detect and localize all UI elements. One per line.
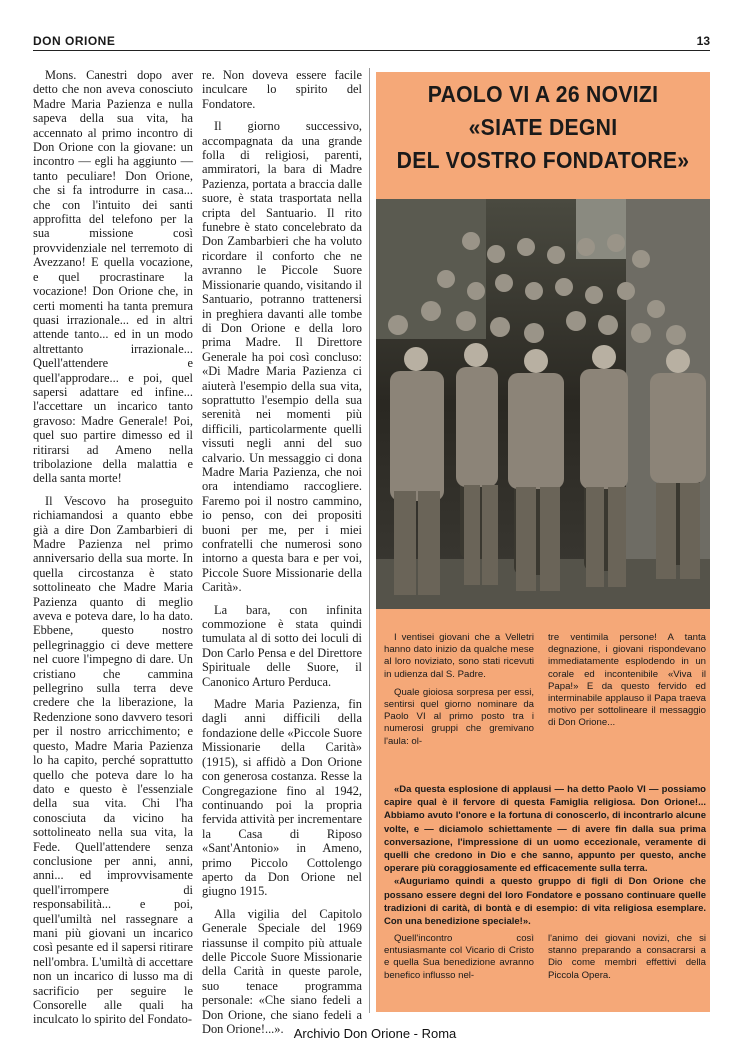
paragraph: l'animo dei giovani novizi, che si stanno preparando a consacrarsi a Dio come membri effettivi della Piccola Opera. bbox=[548, 933, 706, 981]
quote-paragraph: «Da questa esplosione di applausi — ha detto Paolo VI — possiamo capire qual è il fervore di questa Famiglia religiosa. Don Orione!... Abbiamo avuto l'onore e la fortuna di conoscerlo, di incontrarlo alcune volte, e — diciamolo schiettamente — di avere fin dalla sua prima conversazione, l'impressione di un uomo eccezionale, veramente di quelli che credono in Dio e che sanno, appunto per questo, anche operare più coraggiosamente ed efficacemente sulla terra. bbox=[384, 784, 706, 875]
column-divider bbox=[369, 68, 370, 1013]
pope-quote bbox=[384, 783, 706, 928]
group-photo-image bbox=[376, 199, 710, 609]
paragraph: tre ventimila persone! A tanta degnazione, i giovani rispondevano immediatamente esplodendo in un corale ed incontenibile «Viva il Papa!» E da questo fervido ed interminabile applauso il Papa traeva motivo per sottolineare il messaggio di Don Orione... bbox=[548, 632, 706, 729]
paragraph: Mons. Canestri dopo aver detto che non aveva conosciuto Madre Maria Pazienza e nulla sapeva della sua vita, ha accennato al primo incontro di Don Orione con la giovane: un incontro — egli ha aggiunto — tanto peculiare! Don Orione, che si fa introdurre in casa... che con l'intuito dei santi approfitta del telefono per la sua missione così provvidenziale nel terremoto di Avezzano! E quella vocazione, e quel procrastinare la vocazione! Don Orione che, in certi momenti ha tanta premura quasi irrazionale... ed in altri attende tanto... ed in un modo altrettanto irrazionale... Quell'attendere e quell'approdare... e poi, quel sapersi adattare ed infine... l'accettare un incarico tanto gravoso: Madre Generale! Poi, quel suo partire dimesso ed il ritirarsi ad Ameno nella tribolazione della malattia e della santa morte! bbox=[33, 68, 193, 486]
title-line-2: «SIATE DEGNI bbox=[468, 114, 618, 140]
closing-text-right bbox=[548, 933, 706, 982]
text-column-2 bbox=[202, 68, 362, 1044]
title-line-1: PAOLO VI A 26 NOVIZI bbox=[427, 81, 659, 107]
paragraph: Madre Maria Pazienza, fin dagli anni difficili della fondazione delle «Piccole Suore Missionarie della Carità» (1915), si affidò a Don Orione con generosa costanza. Resse la Congregazione fino al 1942, continuando poi la propria fervida attività per incrementare la Casa di Riposo «Sant'Antonio» in Ameno, primo Piccolo Cottolengo aperto da Don Orione nel giugno 1915. bbox=[202, 697, 362, 899]
closing-text-left bbox=[384, 933, 534, 982]
paragraph: Il Vescovo ha proseguito richiamandosi a quanto ebbe già a dire Don Zambarbieri di Madre Pazienza nel primo anniversario della sua morte. In quella circostanza è stato sottolineato che Madre Maria Pazienza quanto di meglio aveva e poteva dare, lo ha dato. Ebbene, questo nostro pellegrinaggio ci deve mettere nel cuore l'impegno di dare. Un cristiano che cammina pellegrino sulla terra deve credere che la liberazione, la Redenzione sono davvero tesori per il nostro arricchimento; e questo, Madre Maria Pazienza lo ha capito, perché soprattutto quello che poteva dare lo ha dato e questo è l'essenziale della sua vita. Chi l'ha conosciuta da vicino ha sottolineato nella sua vita, la Fede. Quell'attendere senza conclusione per anni, anni, anni... ed improvvisamente quell'irrompere di responsabilità... e poi, quell'umiltà nel rassegnare a mani più giovani un incarico così pesante ed il sapersi ritirare nell'ombra. L'umiltà di accettare non un incarico di lusso ma di sacrificio per seguire le Consorelle alle quali ha inculcato lo spirito del Fondato- bbox=[33, 493, 193, 1027]
page-number: 13 bbox=[696, 34, 710, 48]
paragraph: Quale gioiosa sorpresa per essi, sentirsi quel giorno nominare da Paolo VI al primo posto tra i numerosi gruppi che gremivano l'aula: ol- bbox=[384, 686, 534, 747]
page-header bbox=[33, 34, 710, 51]
paragraph: La bara, con infinita commozione è stata quindi tumulata al di sotto dei loculi di Don Carlo Pensa e del Direttore Spirituale delle Suore, il Canonico Arturo Perduca. bbox=[202, 602, 362, 689]
paragraph: I ventisei giovani che a Velletri hanno dato inizio da qualche mese al loro noviziato, sono stati ricevuti in udienza dal S. Padre. bbox=[384, 632, 534, 680]
article-text-right bbox=[548, 632, 706, 730]
group-photo bbox=[376, 199, 710, 609]
paragraph: Il giorno successivo, accompagnata da una grande folla di religiosi, parenti, ammiratori, la bara di Madre Pazienza, portata a braccia dalle suore, è stata trasportata nella cripta del Santuario. Il rito funebre è stato concelebrato da Don Zambarbieri che ha voluto ricordare il conforto che ne avranno le Piccole Suore Missionarie quando, visitando il Santuario, potranno trattenersi in preghiera davanti alle tombe di Don Orione e della loro prima Madre. Il Direttore Generale ha poi così concluso: «Di Madre Maria Pazienza ci aiuterà l'esempio della sua vita, soprattutto l'esempio della sua serenità nei momenti più difficili, particolarmente quelli vissuti negli anni del suo calvario. Un messaggio ci dona Madre Maria Pazienza, che noi ora intendiamo raccogliere. Faremo poi il nostro cammino, io penso, con dei propositi buoni per me, per i miei confratelli che numerosi sono intorno a questa bara e per voi, Piccole Suore Missionarie della Carità». bbox=[202, 119, 362, 595]
magazine-name: DON ORIONE bbox=[33, 34, 116, 48]
article-title bbox=[376, 78, 710, 177]
article-text-left bbox=[384, 632, 534, 748]
title-line-3: DEL VOSTRO FONDATORE» bbox=[396, 147, 690, 173]
paragraph: Quell'incontro così entusiasmante col Vicario di Cristo e quella Sua benedizione avranno benefico influsso nel- bbox=[384, 933, 534, 981]
quote-paragraph: «Auguriamo quindi a questo gruppo di figli di Don Orione che possano essere degni del loro Fondatore e possano continuare quelle tradizioni di carità, di bontà e di esempio: di vita religiosa esemplare. Con una benedizione speciale!». bbox=[384, 876, 706, 928]
paragraph: Alla vigilia del Capitolo Generale Speciale del 1969 riassunse il compito più attuale delle Piccole Suore Missionarie della Carità in queste parole, suo tenace programma personale: «Che siano fedeli a Don Orione, che siano fedeli a Don Orione!...». bbox=[202, 906, 362, 1036]
paragraph: re. Non doveva essere facile inculcare lo spirito del Fondatore. bbox=[202, 68, 362, 111]
text-column-1 bbox=[33, 68, 193, 1035]
archive-footer: Archivio Don Orione - Roma bbox=[293, 1026, 457, 1041]
